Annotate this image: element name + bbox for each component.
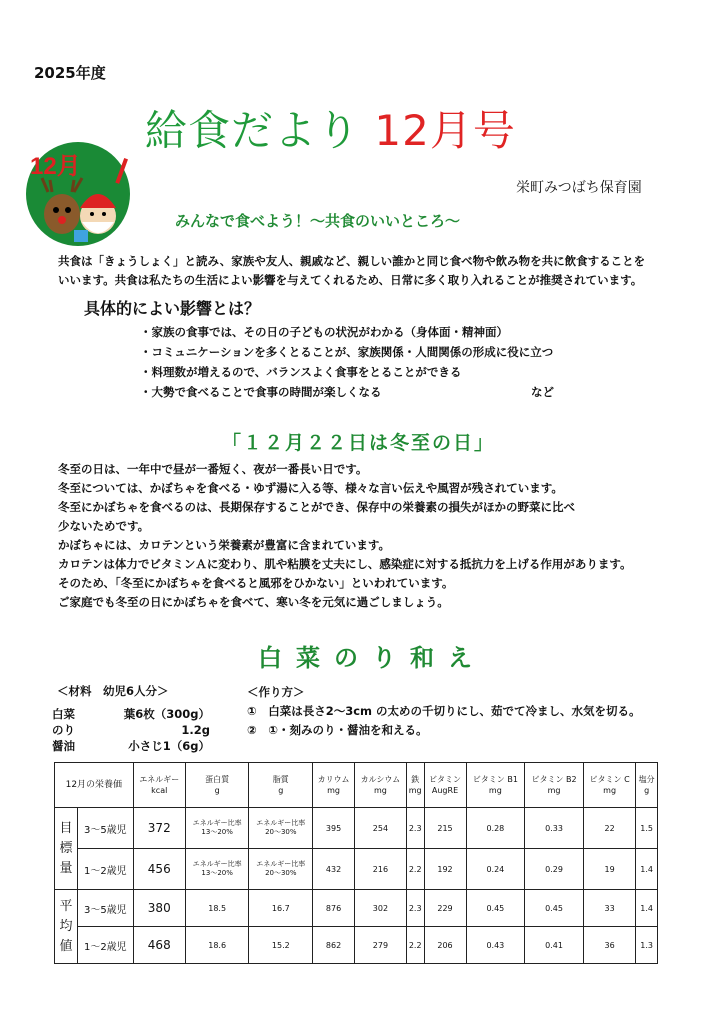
ingredient-name: 白菜 [52,707,75,721]
group-label-text: 平均値 [59,898,73,954]
emblem-text: 12月 [30,153,81,180]
vitamin-b1-cell: 0.45 [466,890,525,927]
age-cell: 3～5歳児 [78,808,134,849]
school-name: 栄町みつばち保育園 [516,180,642,196]
list-item: ・コミュニケーションを多くとることが、家族関係・人間関係の形成に役に立つ [140,345,554,359]
section1-subtitle: みんなで食べよう！～共食のいいところ～ [175,212,461,230]
header-calcium: カルシウム mg [355,763,407,808]
header-salt: 塩分 g [636,763,658,808]
body-line: カロテンは体力でビタミンＡに変わり、肌や粘膜を丈夫にし、感染症に対する抵抗力を上げる作用があります。 [58,557,632,571]
section2-heading: 「１２月２２日は冬至の日」 [222,432,496,454]
header-fat: 脂質 g [249,763,313,808]
title-month: 12月号 [374,106,516,155]
list-item: ・大勢で食べることで食事の時間が楽しくなる [140,385,382,399]
iron-cell: 2.2 [406,927,424,964]
header-protein: 蛋白質 g [185,763,249,808]
section2-body [58,460,632,612]
calcium-cell: 254 [355,808,407,849]
list-item: ・家族の食事では、その日の子どもの状況がわかる（身体面・精神面） [140,325,508,339]
header-energy: エネルギー kcal [133,763,185,808]
vitamin-b2-cell: 0.45 [525,890,584,927]
paragraph-line: いいます。共食は私たちの生活によい影響を与えてくれるため、日常に多く取り入れることが推奨されています。 [58,273,643,287]
potassium-cell: 432 [313,849,355,890]
method-step: ① 白菜は長さ2～3cm の太めの千切りにし、茹でて冷まし、水気を切る。 [247,704,641,718]
energy-cell: 372 [133,808,185,849]
header-vitamin-b1: ビタミン B1 mg [466,763,525,808]
energy-cell: 468 [133,927,185,964]
vitamin-a-cell: 229 [424,890,466,927]
fat-ratio-cell: エネルギー比率 20～30% [249,849,313,890]
iron-cell: 2.3 [406,808,424,849]
method-step: ② ①・刻みのり・醤油を和える。 [247,723,428,737]
christmas-emblem [24,140,132,248]
ingredient-name: のり [52,723,75,737]
salt-cell: 1.4 [636,849,658,890]
salt-cell: 1.5 [636,808,658,849]
ingredient-row [52,738,210,754]
year-label: 2025年度 [34,64,106,82]
body-line: 冬至の日は、一年中で昼が一番短く、夜が一番長い日です。 [58,462,368,476]
ingredient-row [52,706,210,722]
list-item: ・料理数が増えるので、バランスよく食事をとることができる [140,365,462,379]
header-iron: 鉄 mg [406,763,424,808]
calcium-cell: 302 [355,890,407,927]
vitamin-a-cell: 206 [424,927,466,964]
potassium-cell: 395 [313,808,355,849]
age-cell: 1～2歳児 [78,927,134,964]
body-line: かぼちゃには、カロテンという栄養素が豊富に含まれています。 [58,538,391,552]
etc-label: など [531,385,554,399]
table-corner: 12月の栄養価 [55,763,134,808]
body-line: 少ないためです。 [58,519,150,533]
body-line: 冬至にかぼちゃを食べるのは、長期保存することができ、保存中の栄養素の損失がほかの野菜に比べ [58,500,576,514]
vitamin-b2-cell: 0.41 [525,927,584,964]
table-header-row [55,763,658,808]
group-label-target [55,808,78,890]
header-vitamin-b2: ビタミン B2 mg [525,763,584,808]
potassium-cell: 862 [313,927,355,964]
age-cell: 3～5歳児 [78,890,134,927]
vitamin-c-cell: 19 [583,849,635,890]
table-row [55,808,658,849]
protein-cell: 18.6 [185,927,249,964]
table-row [55,890,658,927]
body-line: そのため、「冬至にかぼちゃを食べると風邪をひかない」といわれています。 [58,576,454,590]
benefit-list [140,322,553,402]
recipe-title: 白菜のり和え [258,644,486,672]
protein-ratio-cell: エネルギー比率 13～20% [185,849,249,890]
ingredient-row [52,722,210,738]
vitamin-b1-cell: 0.28 [466,808,525,849]
vitamin-a-cell: 215 [424,808,466,849]
section1-heading: 具体的によい影響とは？ [84,299,261,318]
iron-cell: 2.3 [406,890,424,927]
header-vitamin-a: ビタミン AugRE [424,763,466,808]
vitamin-b2-cell: 0.33 [525,808,584,849]
potassium-cell: 876 [313,890,355,927]
ingredient-name: 醤油 [52,739,75,753]
energy-cell: 456 [133,849,185,890]
protein-cell: 18.5 [185,890,249,927]
calcium-cell: 216 [355,849,407,890]
vitamin-c-cell: 36 [583,927,635,964]
title-main: 給食だより [145,106,361,155]
ingredient-amount: 葉6枚（300g） [123,707,210,721]
ingredient-amount: 1.2g [181,723,210,737]
group-label-text: 目標量 [59,820,73,876]
table-row [55,849,658,890]
energy-cell: 380 [133,890,185,927]
header-vitamin-c: ビタミン C mg [583,763,635,808]
vitamin-c-cell: 22 [583,808,635,849]
paragraph-line: 共食は「きょうしょく」と読み、家族や友人、親戚など、親しい誰かと同じ食べ物や飲み物を共に飲食することを [58,254,646,268]
method-label: ＜作り方＞ [247,685,305,699]
section1-paragraph [58,252,645,290]
group-label-average [55,890,78,964]
salt-cell: 1.3 [636,927,658,964]
protein-ratio-cell: エネルギー比率 13～20% [185,808,249,849]
vitamin-b2-cell: 0.29 [525,849,584,890]
nutrition-table [54,762,658,964]
materials-label: ＜材料 幼児6人分＞ [57,684,169,698]
body-line: 冬至については、かぼちゃを食べる・ゆず湯に入る等、様々な言い伝えや風習が残されています。 [58,481,563,495]
body-line: ご家庭でも冬至の日にかぼちゃを食べて、寒い冬を元気に過ごしましょう。 [58,595,449,609]
vitamin-b1-cell: 0.24 [466,849,525,890]
vitamin-c-cell: 33 [583,890,635,927]
fat-cell: 16.7 [249,890,313,927]
ingredients-list [52,706,210,754]
vitamin-b1-cell: 0.43 [466,927,525,964]
page-title [145,98,516,158]
salt-cell: 1.4 [636,890,658,927]
method-section [247,683,641,740]
age-cell: 1～2歳児 [78,849,134,890]
iron-cell: 2.2 [406,849,424,890]
table-row [55,927,658,964]
calcium-cell: 279 [355,927,407,964]
header-potassium: カリウム mg [313,763,355,808]
fat-ratio-cell: エネルギー比率 20～30% [249,808,313,849]
ingredient-amount: 小さじ1（6g） [128,739,210,753]
fat-cell: 15.2 [249,927,313,964]
vitamin-a-cell: 192 [424,849,466,890]
